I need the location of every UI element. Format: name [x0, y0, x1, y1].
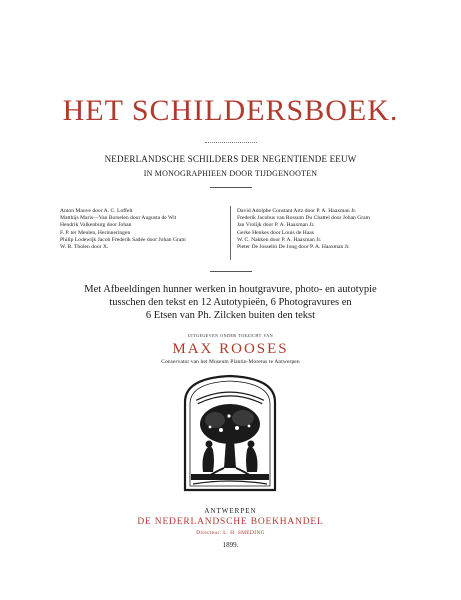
contents-entry: Gerke Henkes door Louis de Haas — [237, 229, 314, 236]
contents-entry: Frederik Jacobus van Rossum Du Chattel door Johan Gram — [237, 215, 370, 222]
contents-entry: Philip Lodewijk Jacob Frederik Sadée door Johan Gram — [60, 236, 186, 243]
contents-left-column — [60, 208, 232, 251]
subtitle-divider — [210, 187, 252, 188]
illustrations-description — [0, 283, 461, 322]
contents-entry: Hendrik Valkenburg door Johan — [60, 222, 132, 229]
subtitle-secondary: IN MONOGRAPHIEEN DOOR TIJDGENOOTEN — [143, 169, 318, 178]
contents-entry: Matthijs Maris—Van Borselen door Augusta de Wit — [60, 215, 177, 222]
description-line: Met Afbeeldingen hunner werken in houtgravure, photo- en autotypie — [84, 284, 377, 295]
description-line: 6 Etsen van Ph. Zilcken buiten den tekst — [145, 310, 316, 321]
contents-entry: W. B. Tholen door X. — [60, 244, 109, 251]
editor-name: MAX ROOSES — [172, 341, 289, 357]
description-line: tusschen den tekst en 12 Autotypieën, 6 Photogravures en — [109, 297, 352, 308]
publisher-name: DE NEDERLANDSCHE BOEKHANDEL — [137, 517, 324, 527]
publication-year: 1899. — [222, 541, 239, 549]
title-divider — [205, 142, 257, 143]
subtitle-primary: NEDERLANDSCHE SCHILDERS DER NEGENTIENDE EEUW — [104, 154, 357, 164]
publisher-director: Directeur: L. H. SMEDING — [196, 530, 265, 536]
contents-entry: Pieter De Josselin De Jong door P. A. Haaxman Jr. — [237, 244, 350, 251]
contents-entry: W. C. Nakken door P. A. Haaxman Jr. — [237, 236, 322, 243]
editor-role: Conservator van het Museum Plantin-Moretus te Antwerpen — [161, 359, 300, 365]
publication-city: ANTWERPEN — [204, 507, 257, 515]
contents-divider — [210, 271, 252, 272]
contents-entry: Jan Vrolijk door P. A. Haaxman Jr. — [237, 222, 315, 229]
contents-column-divider — [230, 206, 231, 260]
contents-entry: David Adolphe Constant Artz door P. A. Haaxman Jr. — [237, 208, 357, 214]
contents-entry: F. P. ter Meulen, Herinneringen — [60, 229, 131, 236]
editor-note: uitgegeven onder toezicht van — [187, 334, 274, 339]
book-title: HET SCHILDERSBOEK. — [62, 94, 399, 127]
contents-right-column — [237, 208, 417, 251]
printers-mark-tree-emblem-icon — [175, 372, 285, 492]
contents-entry: Anton Mauve door A. C. Loffelt — [60, 208, 133, 214]
